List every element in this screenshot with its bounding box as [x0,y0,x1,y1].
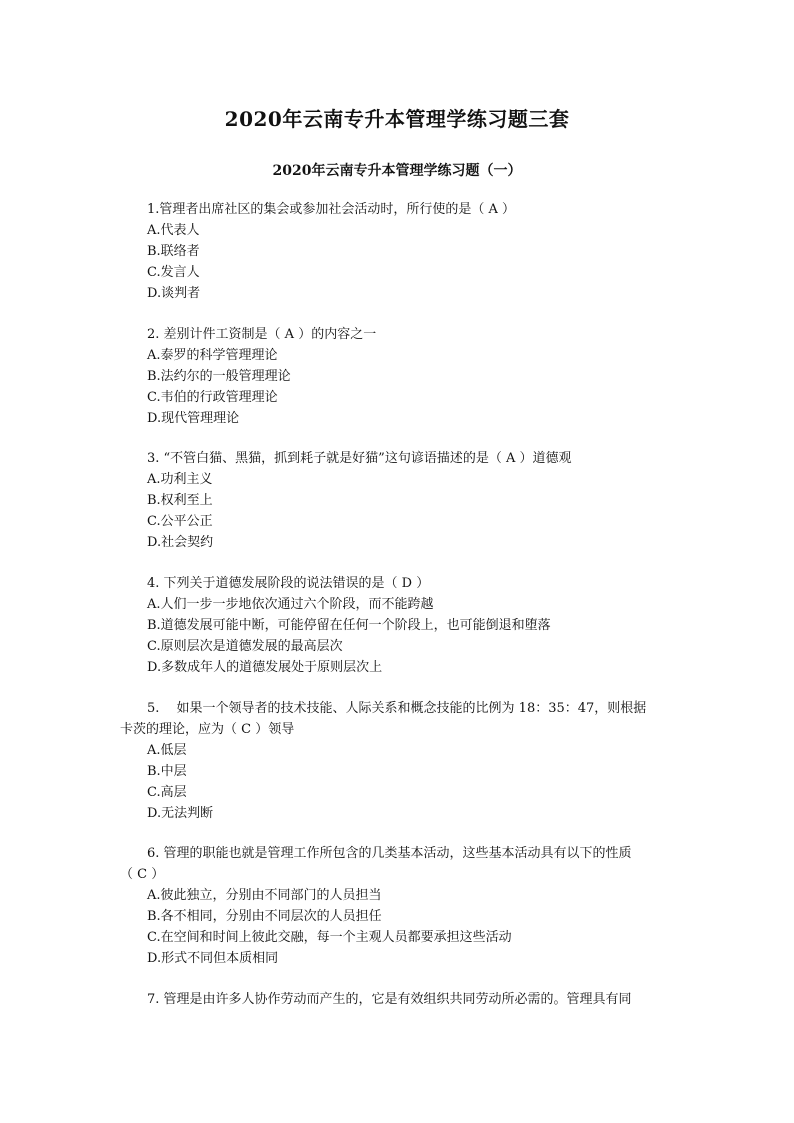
question-stem-line-1: 5. 如果一个领导者的技术技能、人际关系和概念技能的比例为 18：35：47，则根据 [147,700,647,716]
question-5 [0,698,794,824]
option-a: A.人们一步一步地依次通过六个阶段，而不能跨越 [147,597,434,613]
question-1 [0,199,794,304]
option-d: D.无法判断 [147,805,214,821]
question-stem: 4. 下列关于道德发展阶段的说法错误的是（ D ） [147,576,430,592]
question-list [0,199,794,1030]
option-c: C.发言人 [147,265,200,280]
option-a: A.泰罗的科学管理理论 [147,347,278,363]
question-2 [0,324,794,429]
question-7 [0,989,794,1010]
option-d: D.现代管理理论 [147,410,240,426]
option-a: A.功利主义 [147,472,213,488]
option-a: A.代表人 [147,223,200,238]
section-title: 2020年云南专升本管理学练习题（一） [272,163,522,179]
option-c: C.高层 [147,784,187,800]
option-c: C.公平公正 [147,514,213,530]
document-title: 2020年云南专升本管理学练习题三套 [224,107,570,131]
option-c: C.韦伯的行政管理理论 [147,389,278,405]
option-a: A.彼此独立，分别由不同部门的人员担当 [147,888,382,904]
question-4 [0,573,794,678]
question-stem: 3. “不管白猫、黑猫，抓到耗子就是好猫”这句谚语描述的是（ A ）道德观 [147,451,572,467]
option-b: B.法约尔的一般管理理论 [147,368,291,384]
question-stem-line-2: 卡茨的理论，应为（ C ）领导 [120,721,295,737]
option-d: D.形式不同但本质相同 [147,951,279,967]
option-b: B.道德发展可能中断，可能停留在任何一个阶段上，也可能倒退和堕落 [147,618,551,634]
option-c: C.原则层次是道德发展的最高层次 [147,639,343,655]
option-b: B.联络者 [147,244,200,259]
question-stem: 7. 管理是由许多人协作劳动而产生的，它是有效组织共同劳动所必需的。管理具有同 [147,992,632,1008]
option-c: C.在空间和时间上彼此交融，每一个主观人员都要承担这些活动 [147,930,512,946]
question-stem: 2. 差别计件工资制是（ A ）的内容之一 [147,326,377,342]
option-d: D.谈判者 [147,286,201,301]
option-d: D.多数成年人的道德发展处于原则层次上 [147,660,383,676]
question-stem-line-2: （ C ） [120,867,165,883]
option-b: B.各不相同，分别由不同层次的人员担任 [147,909,382,925]
option-b: B.中层 [147,763,187,779]
option-b: B.权利至上 [147,493,213,509]
option-d: D.社会契约 [147,535,214,551]
question-3 [0,448,794,553]
option-a: A.低层 [147,742,187,758]
question-stem: 1.管理者出席社区的集会或参加社会活动时，所行使的是（ A ） [147,202,516,217]
question-stem-line-1: 6. 管理的职能也就是管理工作所包含的几类基本活动，这些基本活动具有以下的性质 [147,846,632,862]
question-6 [0,843,794,969]
